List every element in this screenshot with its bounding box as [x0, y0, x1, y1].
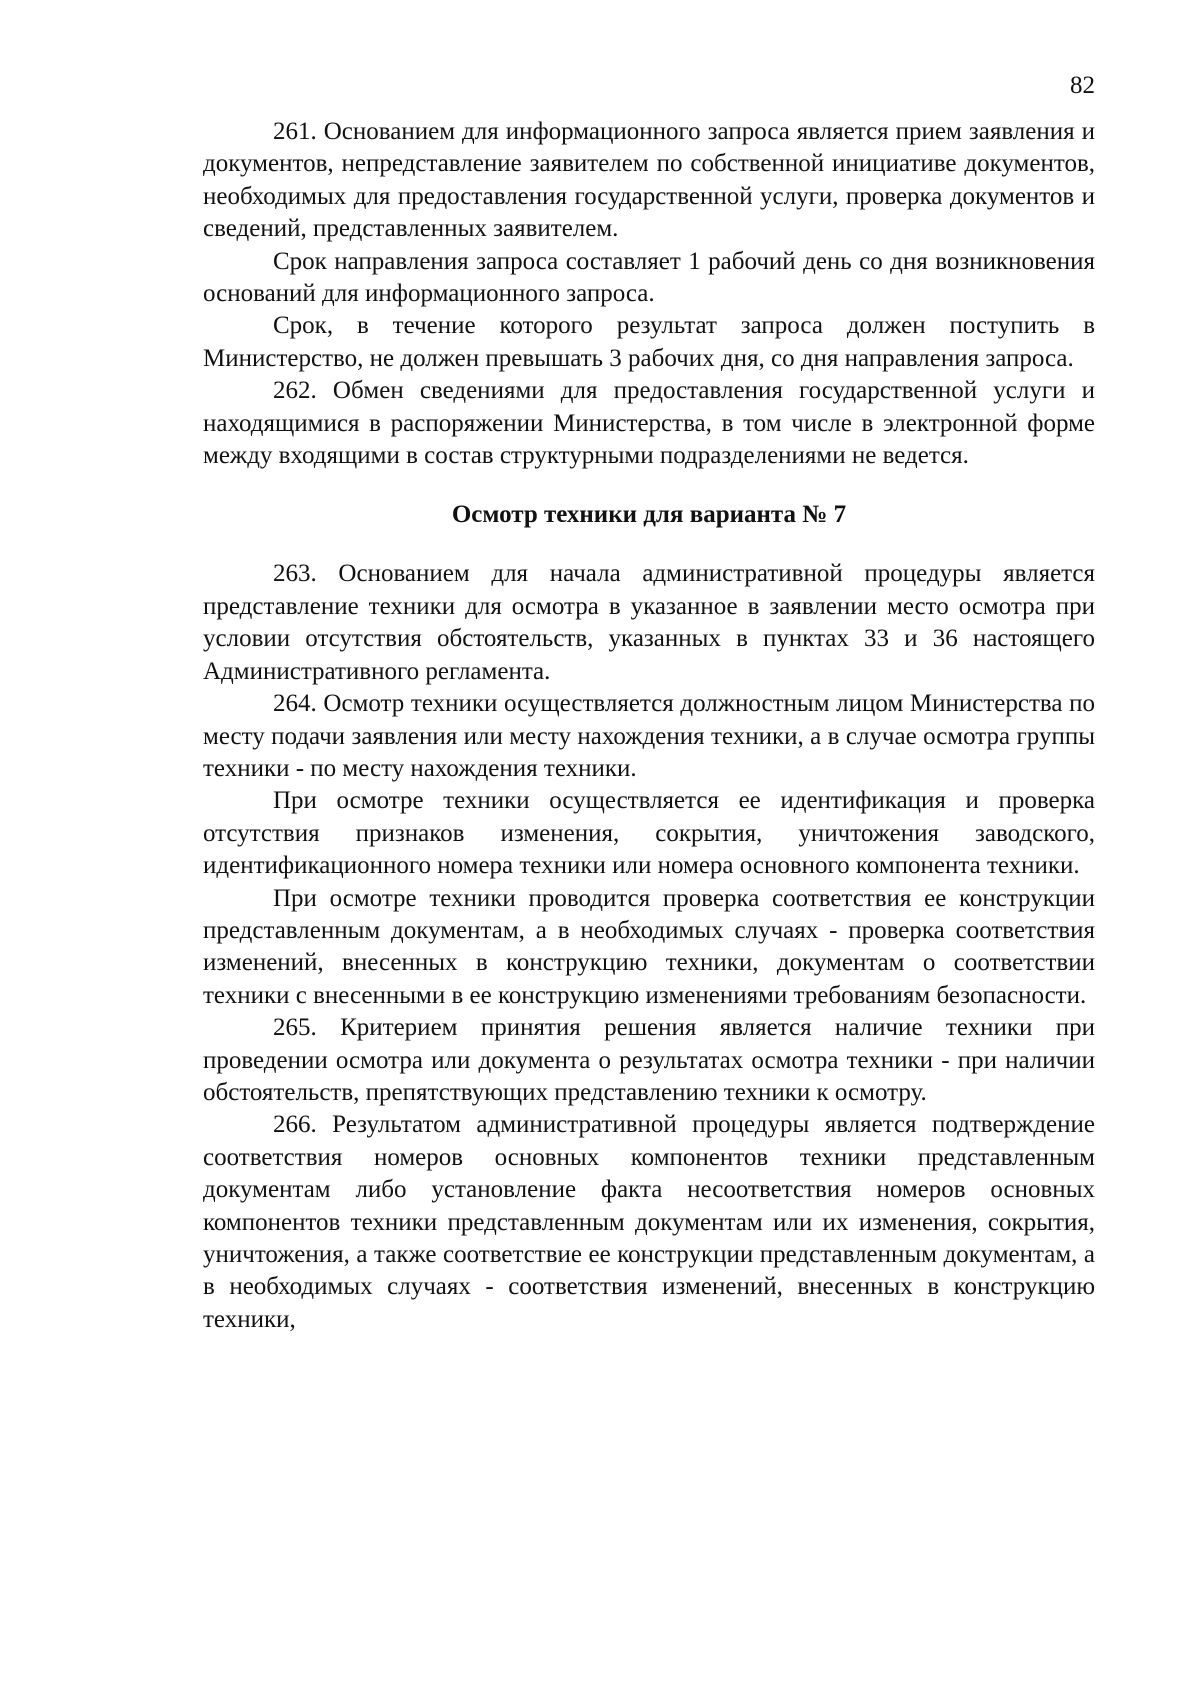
paragraph-inspection-conformity: При осмотре техники проводится проверка соответствия ее конструкции представленным документам, а в необходимых случаях - проверка соответствия изменений, внесенных в конструкцию техники, документам о соответствии техники с внесенными в ее конструкцию изменениями требованиям безопасности.: [203, 884, 1095, 1009]
document-body: [203, 116, 1095, 1336]
paragraph-response-term: Срок, в течение которого результат запроса должен поступить в Министерство, не должен превышать 3 рабочих дня, со дня направления запроса.: [203, 312, 1095, 372]
paragraph-264: 264. Осмотр техники осуществляется должностным лицом Министерства по месту подачи заявления или месту нахождения техники, а в случае осмотра группы техники - по месту нахождения техники.: [203, 690, 1095, 782]
page-number: 82: [1070, 72, 1095, 99]
paragraph-262: 262. Обмен сведениями для предоставления государственной услуги и находящимися в распоряжении Министерства, в том числе в электронной форме между входящими в состав структурными подразделениями не ведется.: [203, 377, 1095, 470]
paragraph-inspection-identification: При осмотре техники осуществляется ее идентификация и проверка отсутствия признаков изменения, сокрытия, уничтожения заводского, идентификационного номера техники или номера основного компонента техники.: [203, 787, 1095, 880]
paragraph-266: 266. Результатом административной процедуры является подтверждение соответствия номеров основных компонентов техники представленным документам либо установление факта несоответствия номеров основных компонентов техники представленным документам или их изменения, сокрытия, уничтожения, а также соответствие ее конструкции представленным документам, а в необходимых случаях - соответствия изменений, внесенных в конструкцию техники,: [203, 1111, 1095, 1333]
section-heading: Осмотр техники для варианта № 7: [451, 501, 847, 529]
paragraph-request-term: Срок направления запроса составляет 1 рабочий день со дня возникновения оснований для информационного запроса.: [203, 247, 1095, 308]
paragraph-265: 265. Критерием принятия решения является наличие техники при проведении осмотра или документа о результатах осмотра техники - при наличии обстоятельств, препятствующих представлению техники к осмотру.: [203, 1014, 1095, 1106]
paragraph-261: 261. Основанием для информационного запроса является прием заявления и документов, непредставление заявителем по собственной инициативе документов, необходимых для предоставления государственной услуги, проверка документов и сведений, представленных заявителем.: [203, 118, 1095, 243]
paragraph-263: 263. Основанием для начала административной процедуры является представление техники для осмотра в указанное в заявлении место осмотра при условии отсутствия обстоятельств, указанных в пунктах 33 и 36 настоящего Административного регламента.: [203, 560, 1095, 685]
